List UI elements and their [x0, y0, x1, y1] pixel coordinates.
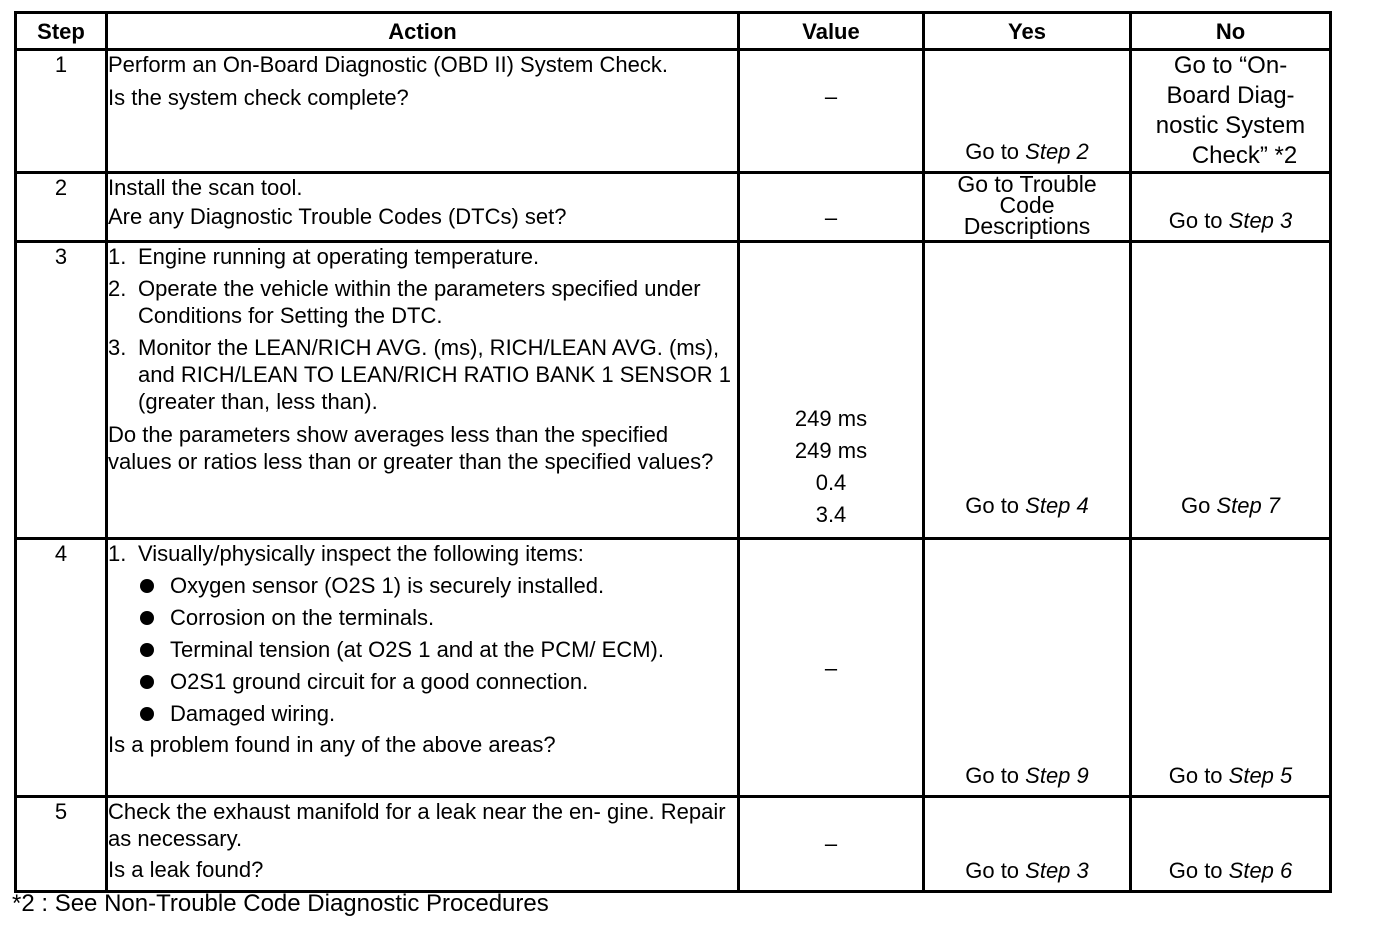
table-row	[16, 50, 1331, 173]
value-list: 249 ms 249 ms 0.4 3.4	[794, 406, 868, 527]
list-item: O2S1 ground circuit for a good connection.	[138, 668, 737, 695]
step-number: 3	[16, 242, 107, 539]
yes-link: Go to Step 4	[965, 493, 1089, 518]
action-cell	[107, 50, 739, 173]
value-text: –	[824, 205, 838, 230]
bullet-icon	[140, 675, 154, 689]
step-number: 5	[16, 797, 107, 892]
header-action: Action	[107, 13, 739, 50]
header-step: Step	[16, 13, 107, 50]
yes-link: Go to Step 2	[965, 139, 1089, 164]
no-link: Go to Step 5	[1168, 763, 1293, 788]
action-cell	[107, 173, 739, 242]
yes-link: Go to Trouble Code Descriptions	[957, 171, 1097, 239]
bullet-icon	[140, 643, 154, 657]
yes-cell	[924, 242, 1131, 539]
header-row	[16, 13, 1331, 50]
list-item: Corrosion on the terminals.	[138, 604, 737, 631]
no-cell	[1131, 797, 1331, 892]
list-item: 3. Monitor the LEAN/RICH AVG. (ms), RICH/LEAN AVG. (ms), and RICH/LEAN TO LEAN/RICH RATIO BANK 1 SENSOR 1 (greater than, less than).	[108, 335, 731, 414]
action-text: Perform an On-Board Diagnostic (OBD II) System Check.	[108, 52, 668, 77]
no-cell	[1131, 242, 1331, 539]
value-cell	[739, 797, 924, 892]
step-number: 4	[16, 539, 107, 797]
action-cell	[107, 242, 739, 539]
action-text: Install the scan tool.	[108, 175, 303, 200]
value-cell	[739, 242, 924, 539]
value-text: –	[824, 84, 838, 109]
action-steps	[108, 540, 737, 567]
yes-cell	[924, 173, 1131, 242]
yes-cell	[924, 539, 1131, 797]
value-cell	[739, 539, 924, 797]
table-row	[16, 539, 1331, 797]
action-steps	[108, 243, 737, 415]
step-number: 1	[16, 50, 107, 173]
bullet-icon	[140, 611, 154, 625]
list-item: Damaged wiring.	[138, 700, 737, 727]
inspection-items	[108, 572, 737, 727]
action-question: Is the system check complete?	[108, 85, 409, 110]
value-text: –	[824, 655, 838, 680]
no-link: Go to “On- Board Diag- nostic System Check” *2	[1155, 52, 1306, 169]
header-yes: Yes	[924, 13, 1131, 50]
list-item: 1. Engine running at operating temperature.	[108, 244, 540, 269]
action-question: Is a leak found?	[108, 857, 264, 882]
header-no: No	[1131, 13, 1331, 50]
bullet-icon	[140, 707, 154, 721]
no-cell	[1131, 539, 1331, 797]
no-cell	[1131, 173, 1331, 242]
header-value: Value	[739, 13, 924, 50]
action-question: Is a problem found in any of the above areas?	[108, 732, 556, 757]
yes-cell	[924, 50, 1131, 173]
value-cell	[739, 50, 924, 173]
list-item: Terminal tension (at O2S 1 and at the PCM/ ECM).	[138, 636, 737, 663]
bullet-icon	[140, 579, 154, 593]
action-cell	[107, 797, 739, 892]
list-item: Oxygen sensor (O2S 1) is securely installed.	[138, 572, 737, 599]
table-row	[16, 242, 1331, 539]
no-link: Go to Step 6	[1168, 858, 1293, 883]
list-item: 1. Visually/physically inspect the following items:	[108, 541, 584, 566]
action-text: Check the exhaust manifold for a leak near the en- gine. Repair as necessary.	[108, 799, 726, 851]
list-item: 2. Operate the vehicle within the parameters specified under Conditions for Setting the DTC.	[108, 276, 701, 328]
action-question: Are any Diagnostic Trouble Codes (DTCs) set?	[108, 204, 567, 229]
table-row	[16, 797, 1331, 892]
yes-cell	[924, 797, 1131, 892]
value-cell	[739, 173, 924, 242]
action-question: Do the parameters show averages less than the specified values or ratios less than or greater than the specified values?	[108, 422, 714, 474]
footnote: *2 : See Non-Trouble Code Diagnostic Procedures	[12, 890, 549, 917]
no-cell	[1131, 50, 1331, 173]
no-link: Go to Step 3	[1168, 208, 1293, 233]
diagnostic-table	[14, 11, 1332, 893]
step-number: 2	[16, 173, 107, 242]
no-link: Go Step 7	[1180, 493, 1281, 518]
yes-link: Go to Step 3	[965, 858, 1089, 883]
action-cell	[107, 539, 739, 797]
value-text: –	[824, 831, 838, 856]
yes-link: Go to Step 9	[965, 763, 1089, 788]
table-row	[16, 173, 1331, 242]
